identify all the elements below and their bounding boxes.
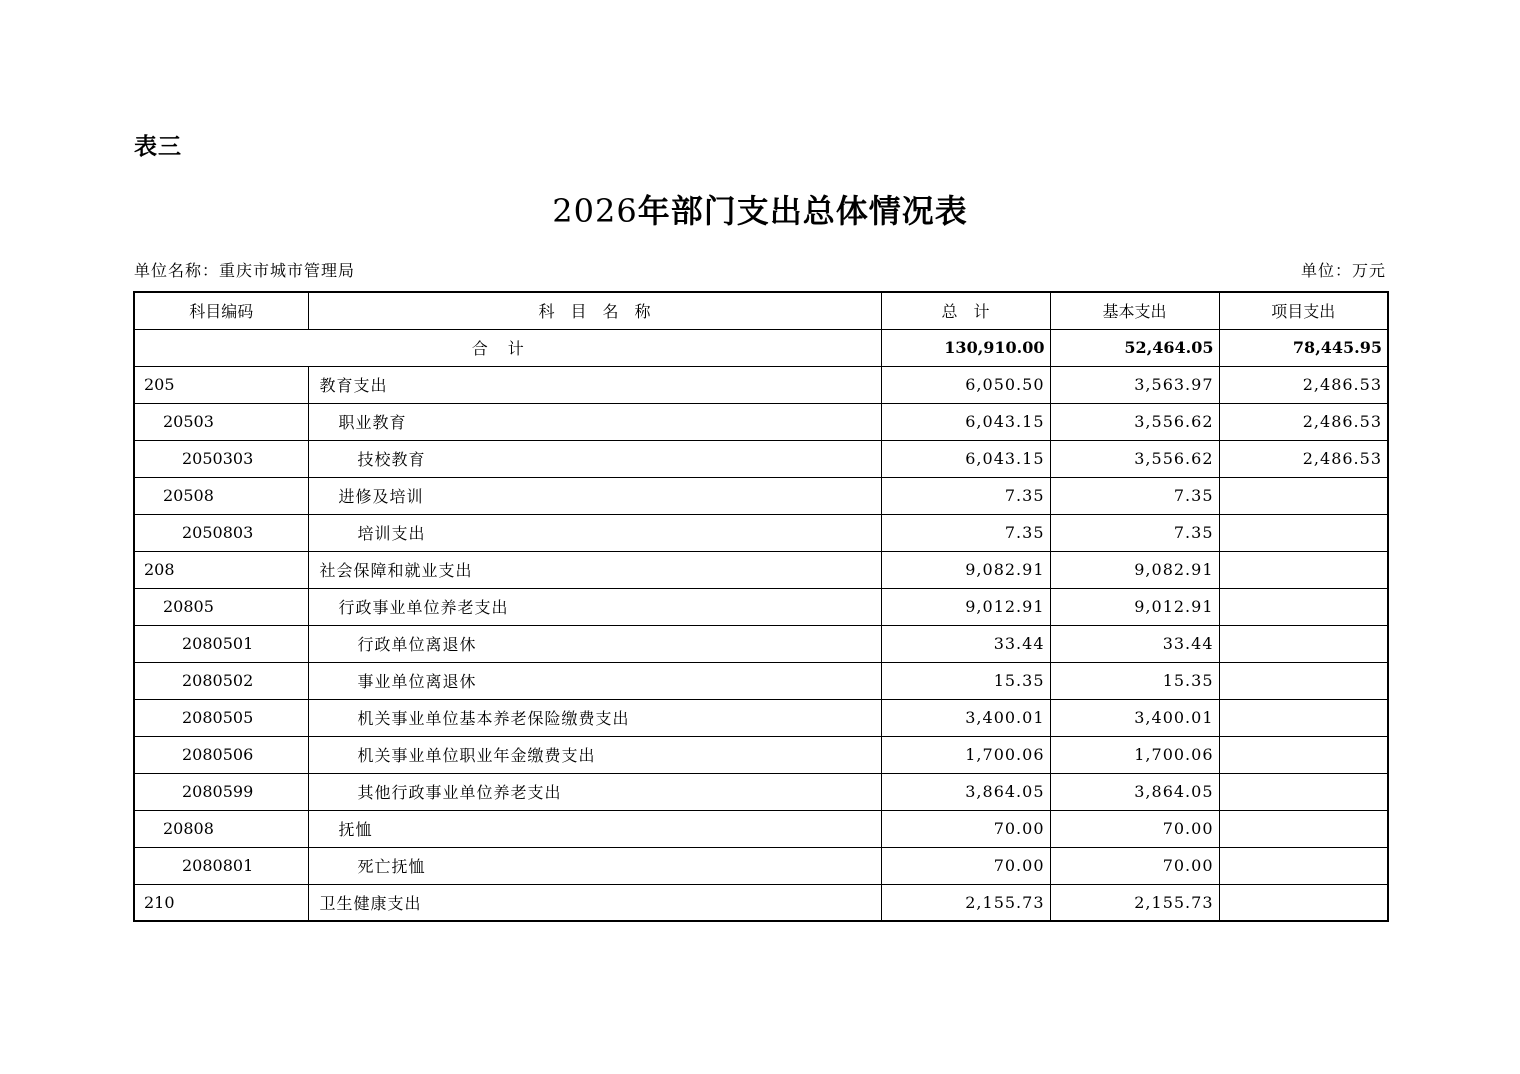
total-label: 合计: [134, 329, 881, 366]
cell-code: 20508: [134, 477, 308, 514]
header-row: [134, 292, 1388, 329]
cell-basic: 3,400.01: [1050, 699, 1219, 736]
cell-total: 6,043.15: [881, 440, 1050, 477]
cell-code: 2080501: [134, 625, 308, 662]
cell-project: [1219, 736, 1388, 773]
table-row: [134, 625, 1388, 662]
cell-code: 210: [134, 884, 308, 921]
cell-project: [1219, 662, 1388, 699]
cell-basic: 7.35: [1050, 514, 1219, 551]
cell-total: 33.44: [881, 625, 1050, 662]
cell-project: [1219, 699, 1388, 736]
cell-code: 208: [134, 551, 308, 588]
cell-code: 2080801: [134, 847, 308, 884]
total-project: 78,445.95: [1219, 329, 1388, 366]
cell-total: 70.00: [881, 847, 1050, 884]
cell-name: 死亡抚恤: [308, 847, 881, 884]
cell-code: 20805: [134, 588, 308, 625]
cell-basic: 3,556.62: [1050, 440, 1219, 477]
table-row: [134, 477, 1388, 514]
table-row: [134, 699, 1388, 736]
currency-unit: 单位：万元: [1300, 261, 1386, 280]
table-row: [134, 514, 1388, 551]
cell-code: 205: [134, 366, 308, 403]
cell-project: 2,486.53: [1219, 366, 1388, 403]
cell-total: 6,050.50: [881, 366, 1050, 403]
cell-code: 20503: [134, 403, 308, 440]
table-row: [134, 662, 1388, 699]
expenditure-table: [133, 291, 1389, 922]
cell-name: 卫生健康支出: [308, 884, 881, 921]
cell-name: 职业教育: [308, 403, 881, 440]
table-row: [134, 551, 1388, 588]
cell-total: 3,864.05: [881, 773, 1050, 810]
table-row: [134, 884, 1388, 921]
header-basic: 基本支出: [1050, 292, 1219, 329]
cell-project: [1219, 477, 1388, 514]
cell-code: 2080502: [134, 662, 308, 699]
header-project: 项目支出: [1219, 292, 1388, 329]
cell-name: 教育支出: [308, 366, 881, 403]
cell-name: 其他行政事业单位养老支出: [308, 773, 881, 810]
table-row: [134, 847, 1388, 884]
table-row: [134, 810, 1388, 847]
title-text: 年部门支出总体情况表: [637, 192, 968, 230]
header-total: 总 计: [881, 292, 1050, 329]
cell-name: 抚恤: [308, 810, 881, 847]
total-basic: 52,464.05: [1050, 329, 1219, 366]
cell-code: 20808: [134, 810, 308, 847]
cell-basic: 15.35: [1050, 662, 1219, 699]
total-total: 130,910.00: [881, 329, 1050, 366]
table-row: [134, 736, 1388, 773]
cell-name: 事业单位离退休: [308, 662, 881, 699]
cell-project: [1219, 773, 1388, 810]
cell-basic: 1,700.06: [1050, 736, 1219, 773]
cell-total: 9,012.91: [881, 588, 1050, 625]
cell-basic: 3,556.62: [1050, 403, 1219, 440]
cell-project: [1219, 551, 1388, 588]
cell-basic: 7.35: [1050, 477, 1219, 514]
cell-name: 机关事业单位基本养老保险缴费支出: [308, 699, 881, 736]
header-code: 科目编码: [134, 292, 308, 329]
cell-total: 6,043.15: [881, 403, 1050, 440]
page-title: [0, 186, 1520, 232]
cell-name: 进修及培训: [308, 477, 881, 514]
cell-basic: 9,082.91: [1050, 551, 1219, 588]
cell-project: 2,486.53: [1219, 440, 1388, 477]
table-row: [134, 588, 1388, 625]
cell-total: 7.35: [881, 514, 1050, 551]
cell-total: 7.35: [881, 477, 1050, 514]
cell-basic: 9,012.91: [1050, 588, 1219, 625]
cell-basic: 2,155.73: [1050, 884, 1219, 921]
cell-code: 2080505: [134, 699, 308, 736]
cell-project: [1219, 884, 1388, 921]
cell-name: 机关事业单位职业年金缴费支出: [308, 736, 881, 773]
cell-total: 1,700.06: [881, 736, 1050, 773]
table-row: [134, 440, 1388, 477]
total-row: [134, 329, 1388, 366]
cell-code: 2080506: [134, 736, 308, 773]
table-row: [134, 366, 1388, 403]
cell-name: 行政事业单位养老支出: [308, 588, 881, 625]
cell-code: 2050803: [134, 514, 308, 551]
cell-project: [1219, 625, 1388, 662]
cell-basic: 3,563.97: [1050, 366, 1219, 403]
cell-total: 15.35: [881, 662, 1050, 699]
cell-basic: 70.00: [1050, 810, 1219, 847]
header-name: 科 目 名 称: [308, 292, 881, 329]
cell-total: 3,400.01: [881, 699, 1050, 736]
cell-project: [1219, 810, 1388, 847]
cell-project: [1219, 588, 1388, 625]
cell-name: 技校教育: [308, 440, 881, 477]
title-year: 2026: [552, 192, 638, 230]
table-row: [134, 773, 1388, 810]
cell-name: 社会保障和就业支出: [308, 551, 881, 588]
cell-name: 培训支出: [308, 514, 881, 551]
cell-name: 行政单位离退休: [308, 625, 881, 662]
cell-code: 2080599: [134, 773, 308, 810]
cell-total: 70.00: [881, 810, 1050, 847]
cell-code: 2050303: [134, 440, 308, 477]
unit-name: 单位名称：重庆市城市管理局: [134, 261, 356, 280]
table-number-label: 表三: [134, 134, 182, 160]
cell-basic: 70.00: [1050, 847, 1219, 884]
cell-total: 9,082.91: [881, 551, 1050, 588]
cell-project: [1219, 847, 1388, 884]
cell-total: 2,155.73: [881, 884, 1050, 921]
cell-basic: 33.44: [1050, 625, 1219, 662]
cell-basic: 3,864.05: [1050, 773, 1219, 810]
cell-project: [1219, 514, 1388, 551]
cell-project: 2,486.53: [1219, 403, 1388, 440]
table-row: [134, 403, 1388, 440]
